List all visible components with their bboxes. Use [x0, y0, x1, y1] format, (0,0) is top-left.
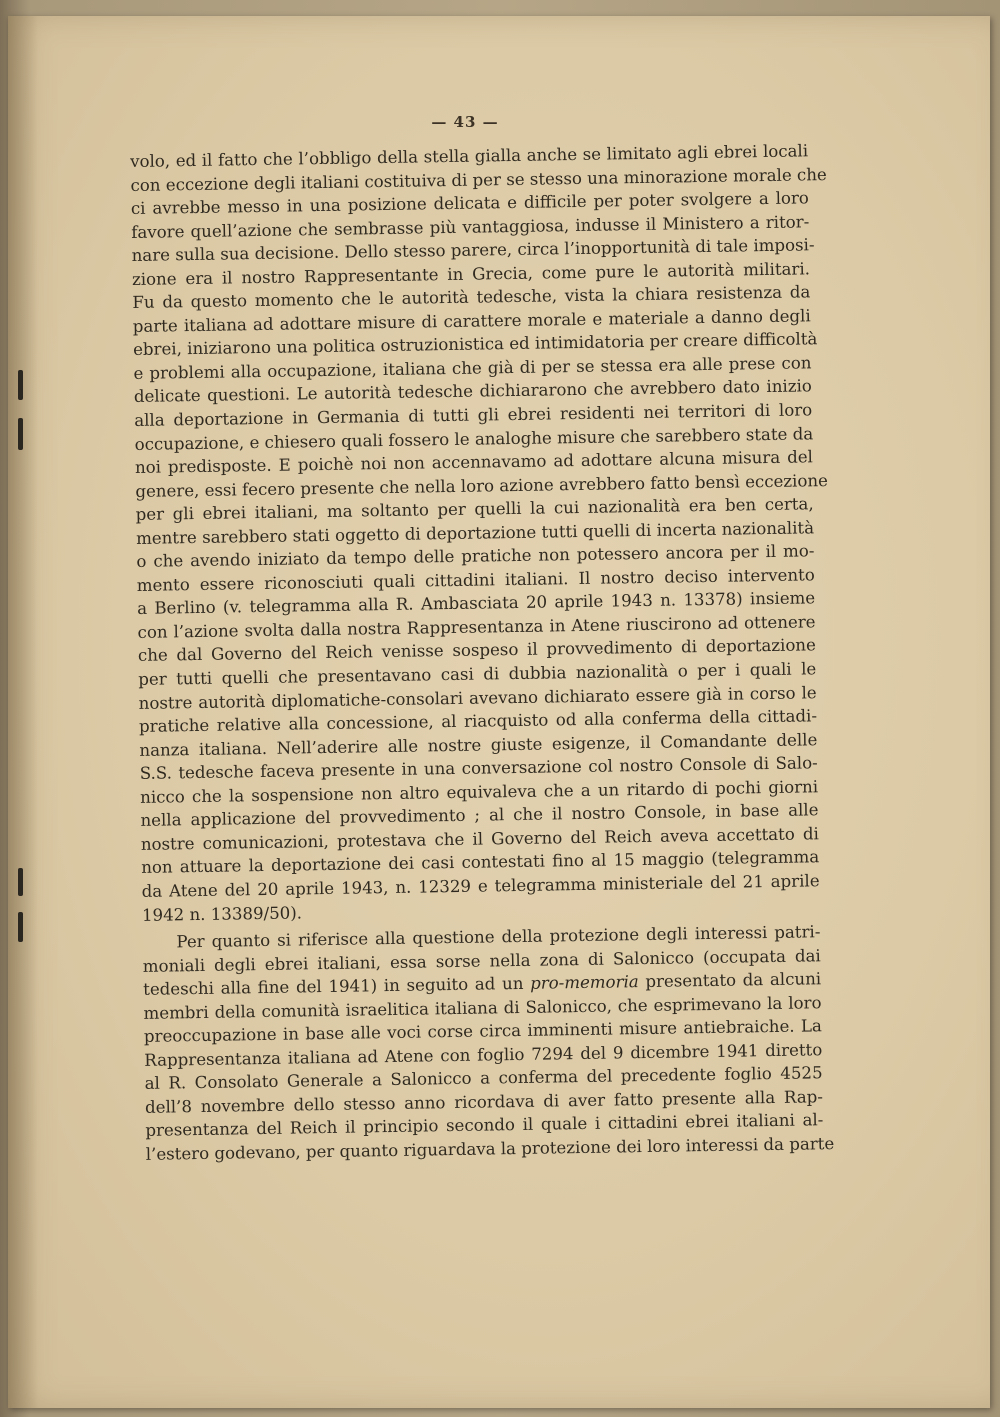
text-line: con l’azione svolta dalla nostra Rappresentanza in Atene riuscirono ad ottenere: [137, 612, 816, 642]
staple-mark: [18, 912, 23, 942]
text-line: 1942 n. 13389/50).: [141, 902, 303, 925]
text-line: con eccezione degli italiani costituiva di per se stesso una minorazione morale che: [130, 164, 827, 195]
text-line: non attuare la deportazione dei casi contestati fino al 15 maggio (telegramma: [141, 847, 820, 878]
text-line: Per quanto si riferisce alla questione della protezione degli interessi patri-: [176, 922, 821, 952]
text-line: moniali degli ebrei italiani, essa sorse nella zona di Salonicco (occupata dai: [142, 945, 821, 976]
text-line: nostre comunicazioni, protestava che il Governo del Reich aveva accettato di: [140, 824, 819, 854]
text-line: Rappresentanza italiana ad Atene con foglio 7294 del 9 dicembre 1941 diretto: [144, 1040, 823, 1070]
text-line: volo, ed il fatto che l’obbligo della stella gialla anche se limitato agli ebrei locali: [130, 141, 809, 171]
text-line: favore quell’azione che sembrasse più vantaggiosa, indusse il Ministero a ritor-: [131, 211, 810, 242]
text-line: ebrei, iniziarono una politica ostruzionistica ed intimidatoria per creare difficoltà: [132, 329, 818, 360]
text-segment: presentato da alcuni: [638, 969, 822, 992]
text-line: dell’8 novembre dello stesso anno ricordava di aver fatto presente alla Rap-: [144, 1087, 824, 1117]
text-line: mento essere riconosciuti quali cittadini italiani. Il nostro deciso intervento: [136, 565, 815, 595]
spine-shadow: [8, 16, 38, 1408]
text-line: presentanza del Reich il principio secondo il quale i cittadini ebrei italiani al-: [145, 1110, 824, 1141]
text-line: nanza italiana. Nell’aderire alle nostre giuste esigenze, il Comandante delle: [139, 729, 818, 760]
paragraph-1: [130, 139, 829, 927]
text-line: occupazione, e chiesero quali fossero le analoghe misure che sarebbero state da: [134, 423, 814, 454]
text-line: pratiche relative alla concessione, al riacquisto od alla conferma della cittadi-: [138, 706, 818, 737]
paragraph-2: [142, 920, 835, 1166]
text-line: Fu da questo momento che le autorità tedesche, vista la chiara resistenza da: [132, 282, 811, 313]
text-line: nicco che la sospensione non altro equivaleva che a un ritardo di pochi giorni: [140, 777, 819, 807]
text-line: noi predisposte. E poichè noi non accennavamo ad adottare alcuna misura del: [134, 447, 814, 478]
text-segment: tedeschi alla fine del 1941) in seguito ad un: [143, 973, 531, 1000]
text-line: nella applicazione del provvedimento ; al che il nostro Console, in base alle: [140, 800, 819, 831]
text-line: genere, essi fecero presente che nella loro azione avrebbero fatto bensì eccezione: [135, 470, 829, 501]
staple-mark: [18, 418, 23, 450]
text-line: delicate questioni. Le autorità tedesche dichiararono che avrebbero dato inizio: [133, 376, 812, 407]
text-line: per tutti quelli che presentavano casi di dubbia nazionalità o per i quali le: [138, 659, 817, 689]
text-line: alla deportazione in Germania di tutti gli ebrei residenti nei territori di loro: [134, 400, 813, 430]
text-line: o che avendo iniziato da tempo delle pratiche non potessero ancora per il mo-: [136, 541, 815, 572]
text-line: l’estero godevano, per quanto riguardava la protezione dei loro interessi da parte: [145, 1134, 835, 1164]
text-line: da Atene del 20 aprile 1943, n. 12329 e telegramma ministeriale del 21 aprile: [141, 871, 820, 901]
text-line: al R. Consolato Generale a Salonicco a conferma del precedente foglio 4525: [144, 1063, 823, 1094]
text-line: e problemi alla occupazione, italiana che già di per se stessa era alle prese con: [133, 353, 812, 383]
page-number: — 43 —: [431, 113, 499, 131]
text-line: S.S. tedesche faceva presente in una conversazione col nostro Console di Salo-: [139, 753, 818, 784]
text-line: nare sulla sua decisione. Dello stesso parere, circa l’inopportunità di tale imposi-: [131, 235, 815, 266]
text-line: per gli ebrei italiani, ma soltanto per quelli la cui nazionalità era ben certa,: [135, 494, 814, 525]
text-line: nostre autorità diplomatiche-consolari avevano dichiarato essere già in corso le: [138, 682, 817, 713]
text-line: che dal Governo del Reich venisse sospeso il provvedimento di deportazione: [137, 635, 817, 666]
text-line: ci avrebbe messo in una posizione delicata e difficile per poter svolgere a loro: [130, 188, 809, 219]
text-line: preoccupazione in base alle voci corse circa imminenti misure antiebraiche. La: [143, 1016, 822, 1047]
staple-mark: [18, 370, 23, 400]
text-line: parte italiana ad adottare misure di carattere morale e materiale a danno degli: [132, 306, 811, 336]
italic-term: pro-memoria: [529, 972, 639, 993]
body-text: [130, 139, 835, 1166]
staple-mark: [18, 868, 23, 896]
text-line: mentre sarebbero stati oggetto di deportazione tutti quelli di incerta nazionalità: [135, 518, 815, 548]
text-line: zione era il nostro Rappresentante in Grecia, come pure le autorità militari.: [131, 259, 811, 289]
text-line: membri della comunità israelitica italiana di Salonicco, che esprimevano la loro: [143, 992, 822, 1023]
text-line: a Berlino (v. telegramma alla R. Ambasciata 20 aprile 1943 n. 13378) insieme: [137, 588, 816, 619]
